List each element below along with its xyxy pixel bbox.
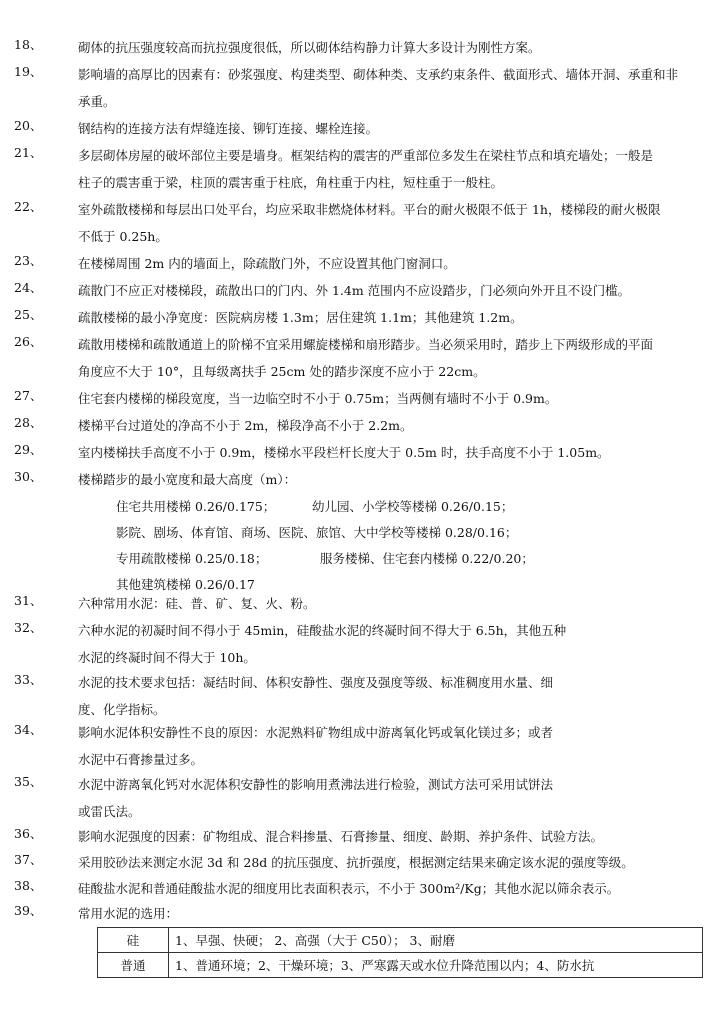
stair-spec-row-1b [312, 494, 513, 520]
item-text: 影响墙的高厚比的因素有：砂浆强度、构建类型、砌体种类、支承约束条件、截面形式、墙体开洞、承重和非 [78, 67, 679, 82]
item-number: 39、 [14, 903, 43, 918]
item-text: 钢结构的连接方法有焊缝连接、铆钉连接、螺栓连接。 [78, 121, 379, 136]
item-number: 21、 [14, 145, 43, 160]
item-text: 楼梯踏步的最小宽度和最大高度（m）： [78, 472, 297, 487]
table-cell-type: 普通 [98, 953, 169, 978]
stair-spec-row-2 [116, 520, 517, 546]
stair-spec: 幼儿园、小学校等楼梯 0.26/0.15； [312, 499, 514, 514]
stair-spec: 其他建筑楼梯 0.26/0.17 [116, 577, 255, 592]
item-number: 26、 [14, 334, 43, 349]
item-text: 疏散用楼梯和疏散通道上的阶梯不宜采用螺旋楼梯和扇形踏步。当必须采用时，踏步上下两级形成的平面 [78, 337, 654, 352]
item-number: 19、 [14, 64, 43, 79]
item-number: 28、 [14, 415, 43, 430]
item-number: 22、 [14, 199, 43, 214]
item-text: 疏散楼梯的最小净宽度：医院病房楼 1.3m；居住建筑 1.1m；其他建筑 1.2m。 [78, 310, 523, 325]
stair-spec-row-3b [320, 546, 534, 572]
item-number: 33、 [14, 672, 43, 687]
item-text: 硅酸盐水泥和普通硅酸盐水泥的细度用比表面积表示，不小于 300m²/Kg；其他水泥以筛余表示。 [78, 881, 620, 896]
item-number: 30、 [14, 469, 43, 484]
item-number: 20、 [14, 118, 43, 133]
item-text: 室外疏散楼梯和每层出口处平台，均应采取非燃烧体材料。平台的耐火极限不低于 1h，楼梯段的耐火极限 [78, 202, 661, 217]
stair-spec-row-3 [116, 546, 267, 572]
item-number: 24、 [14, 280, 43, 295]
cement-selection-table [97, 927, 703, 978]
item-text: 在楼梯周围 2m 内的墙面上，除疏散门外，不应设置其他门窗洞口。 [78, 256, 456, 271]
item-text: 采用胶砂法来测定水泥 3d 和 28d 的抗压强度、抗折强度，根据测定结果来确定该水泥的强度等级。 [78, 855, 634, 870]
item-text: 影响水泥体积安静性不良的原因：水泥熟料矿物组成中游离氧化钙或氧化镁过多；或者 [78, 725, 554, 740]
item-text: 疏散门不应正对楼梯段，疏散出口的门内、外 1.4m 范围内不应设踏步，门必须向外开且不设门槛。 [78, 283, 631, 298]
item-text: 影响水泥强度的因素：矿物组成、混合料掺量、石膏掺量、细度、龄期、养护条件、试验方法。 [78, 829, 604, 844]
item-number: 38、 [14, 878, 43, 893]
item-text: 或雷氏法。 [78, 803, 141, 819]
item-text: 室内楼梯扶手高度不小于 0.9m，楼梯水平段栏杆长度大于 0.5m 时，扶手高度不小于 1.05m。 [78, 445, 610, 460]
item-number: 29、 [14, 442, 43, 457]
item-text: 不低于 0.25h。 [78, 228, 168, 244]
item-text: 多层砌体房屋的破坏部位主要是墙身。框架结构的震害的严重部位多发生在梁柱节点和填充墙处；一般是 [78, 148, 654, 163]
item-text: 水泥中石膏掺量过多。 [78, 751, 204, 767]
item-number: 27、 [14, 388, 43, 403]
item-text: 常用水泥的选用： [78, 906, 179, 921]
table-cell-use: 1、早强、快硬； 2、高强（大于 C50）； 3、耐磨 [169, 928, 703, 953]
table-cell-type: 硅 [98, 928, 169, 953]
item-text: 承重。 [78, 93, 116, 109]
stair-spec: 影院、剧场、体育馆、商场、医院、旅馆、大中学校等楼梯 0.28/0.16； [116, 525, 518, 540]
table-row [98, 953, 703, 978]
item-text: 水泥的技术要求包括：凝结时间、体积安静性、强度及强度等级、标准稠度用水量、细 [78, 675, 554, 690]
item-text: 住宅套内楼梯的梯段宽度，当一边临空时不小于 0.75m；当两侧有墙时不小于 0.9m。 [78, 391, 558, 406]
stair-spec-row-1 [116, 494, 275, 520]
item-number: 37、 [14, 852, 43, 867]
item-number: 35、 [14, 774, 43, 789]
item-text: 柱子的震害重于梁，柱顶的震害重于柱底，角柱重于内柱，短柱重于一般柱。 [78, 174, 504, 190]
item-number: 25、 [14, 307, 43, 322]
item-number: 23、 [14, 253, 43, 268]
item-text: 六种水泥的初凝时间不得小于 45min，硅酸盐水泥的终凝时间不得大于 6.5h，其他五种 [78, 623, 567, 638]
item-text: 楼梯平台过道处的净高不小于 2m，梯段净高不小于 2.2m。 [78, 418, 413, 433]
table-cell-use: 1、普通环境；2、干燥环境；3、严寒露天或水位升降范围以内；4、防水抗 [169, 953, 703, 978]
item-number: 31、 [14, 593, 43, 608]
item-text: 度、化学指标。 [78, 701, 166, 717]
item-text: 砌体的抗压强度较高而抗拉强度很低，所以砌体结构静力计算大多设计为刚性方案。 [78, 40, 541, 55]
stair-spec: 专用疏散楼梯 0.25/0.18； [116, 551, 268, 566]
item-number: 18、 [14, 37, 43, 52]
item-text: 水泥的终凝时间不得大于 10h。 [78, 649, 256, 665]
item-text: 六种常用水泥：硅、普、矿、复、火、粉。 [78, 596, 316, 611]
stair-spec: 服务楼梯、住宅套内楼梯 0.22/0.20； [320, 551, 534, 566]
item-number: 36、 [14, 826, 43, 841]
item-text: 角度应不大于 10°，且每级离扶手 25cm 处的踏步深度不应小于 22cm。 [78, 363, 486, 379]
table-row [98, 928, 703, 953]
stair-spec: 住宅共用楼梯 0.26/0.175； [116, 499, 276, 514]
item-number: 32、 [14, 620, 43, 635]
item-number: 34、 [14, 722, 43, 737]
item-text: 水泥中游离氧化钙对水泥体积安静性的影响用煮沸法进行检验，测试方法可采用试饼法 [78, 777, 554, 792]
